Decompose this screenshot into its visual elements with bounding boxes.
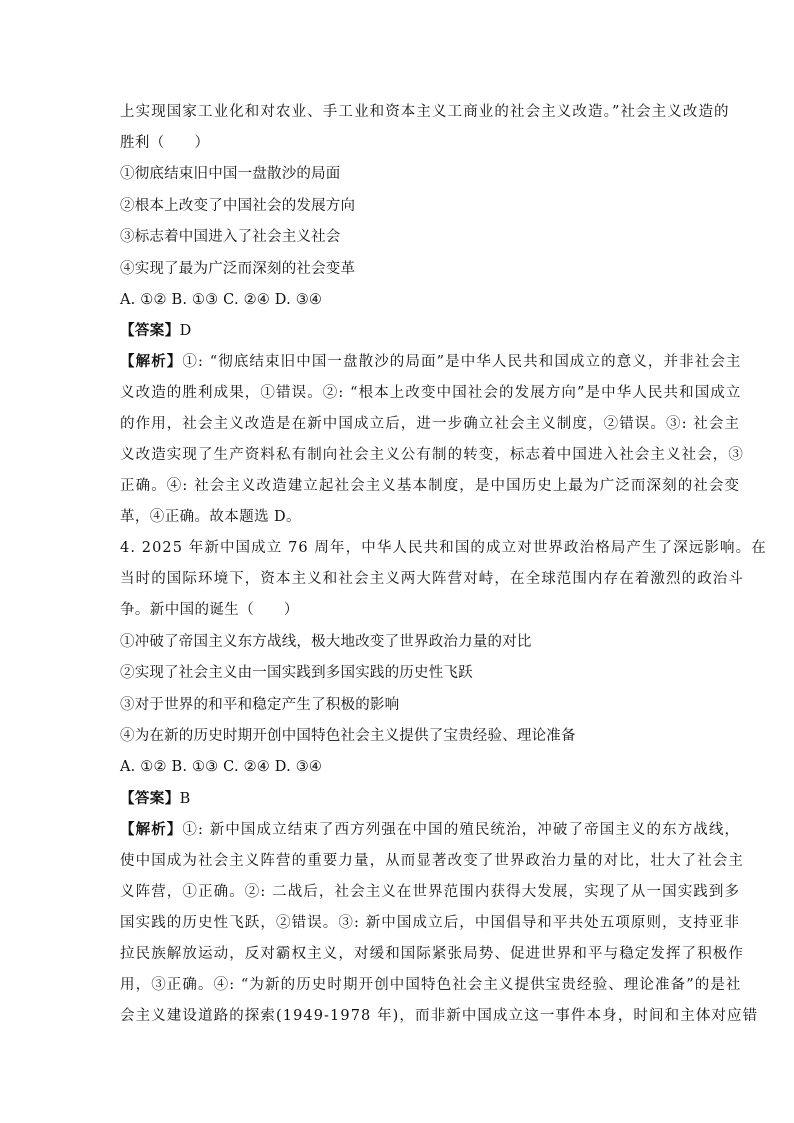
q4-stem-line-2: 当时的国际环境下，资本主义和社会主义两大阵营对峙，在全球范围内存在着激烈的政治斗 bbox=[120, 571, 744, 587]
q4-analysis-line-1 bbox=[120, 820, 741, 840]
q4-answer-value: B bbox=[179, 791, 191, 807]
q3-answer bbox=[120, 321, 680, 341]
q4-analysis-line-3: 义阵营，①正确。②: 二战后，社会主义在世界范围内获得大发展，实现了从一国实践到多 bbox=[120, 884, 741, 900]
q4-analysis-text: ①: 新中国成立结束了西方列强在中国的殖民统治，冲破了帝国主义的东方战线， bbox=[182, 822, 741, 838]
q3-stem-line-1: 上实现国家工业化和对农业、手工业和资本主义工商业的社会主义改造。”社会主义改造的 bbox=[120, 104, 730, 120]
q3-analysis-label: 【解析】 bbox=[120, 353, 183, 370]
q3-item-2: ②根本上改变了中国社会的发展方向 bbox=[120, 198, 356, 214]
q4-stem-line-3: 争。新中国的诞生（ ） bbox=[120, 602, 299, 618]
q3-stem-line-2: 胜利（ ） bbox=[120, 135, 210, 151]
q4-analysis-line-7: 会主义建设道路的探索(1949-1978 年)，而非新中国成立这一事件本身，时间和主体对应错 bbox=[120, 1008, 759, 1024]
q3-answer-value: D bbox=[179, 323, 192, 339]
q4-options: A. ①② B. ①③ C. ②④ D. ③④ bbox=[120, 759, 323, 775]
q4-analysis-line-5: 拉民族解放运动，反对霸权主义，对缓和国际紧张局势、促进世界和平与稳定发挥了积极作 bbox=[120, 946, 744, 962]
q4-answer-label: 【答案】 bbox=[120, 790, 180, 807]
q3-analysis-line-5: 正确。④: 社会主义改造建立起社会主义基本制度，是中国历史上最为广泛而深刻的社会变 bbox=[120, 478, 741, 494]
q4-analysis-line-6: 用，③正确。④: “为新的历史时期开创中国特色社会主义提供宝贵经验、理论准备”的是社 bbox=[120, 977, 742, 993]
q4-item-4: ④为在新的历史时期开创中国特色社会主义提供了宝贵经验、理论准备 bbox=[120, 728, 576, 744]
q3-options: A. ①② B. ①③ C. ②④ D. ③④ bbox=[120, 292, 323, 308]
q4-analysis-line-2: 使中国成为社会主义阵营的重要力量，从而显著改变了世界政治力量的对比，壮大了社会主 bbox=[120, 853, 744, 869]
q3-analysis-text: ①: “彻底结束旧中国一盘散沙的局面”是中华人民共和国成立的意义，并非社会主 bbox=[182, 354, 742, 370]
q4-analysis-label: 【解析】 bbox=[120, 821, 183, 838]
q3-analysis-line-2: 义改造的胜利成果，①错误。②: “根本上改变中国社会的发展方向”是中华人民共和国成立 bbox=[120, 385, 742, 401]
q4-item-3: ③对于世界的和平和稳定产生了积极的影响 bbox=[120, 697, 400, 713]
q4-item-2: ②实现了社会主义由一国实践到多国实践的历史性飞跃 bbox=[120, 665, 473, 681]
q3-analysis-line-3: 的作用，社会主义改造是在新中国成立后，进一步确立社会主义制度，②错误。③: 社会主 bbox=[120, 416, 741, 432]
q3-analysis-line-4: 义改造实现了生产资料私有制向社会主义公有制的转变，标志着中国进入社会主义社会，③ bbox=[120, 447, 744, 463]
q4-stem-line-1: 4. 2025 年新中国成立 76 周年，中华人民共和国的成立对世界政治格局产生了深远影响。在 bbox=[120, 540, 767, 556]
q3-item-4: ④实现了最为广泛而深刻的社会变革 bbox=[120, 261, 356, 277]
q3-analysis-line-6: 革，④正确。故本题选 D。 bbox=[120, 509, 301, 525]
q3-analysis-line-1 bbox=[120, 352, 742, 372]
q4-item-1: ①冲破了帝国主义东方战线，极大地改变了世界政治力量的对比 bbox=[120, 634, 532, 650]
q4-answer bbox=[120, 789, 680, 809]
q3-answer-label: 【答案】 bbox=[120, 322, 180, 339]
q3-item-1: ①彻底结束旧中国一盘散沙的局面 bbox=[120, 166, 341, 182]
q3-item-3: ③标志着中国进入了社会主义社会 bbox=[120, 229, 341, 245]
q4-analysis-line-4: 国实践的历史性飞跃，②错误。③: 新中国成立后，中国倡导和平共处五项原则，支持亚非 bbox=[120, 915, 741, 931]
